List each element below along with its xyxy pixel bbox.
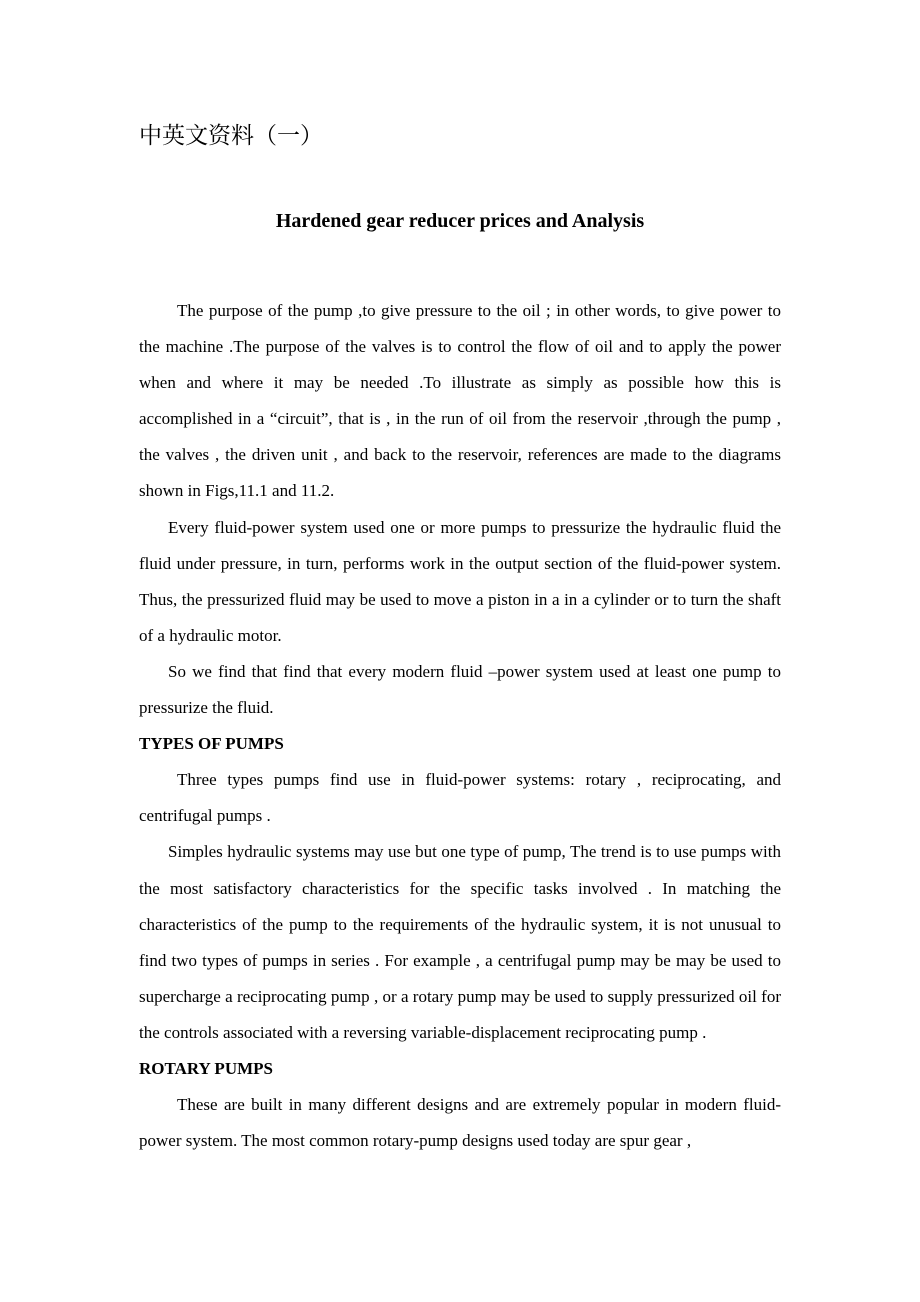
heading-rotary-pumps: ROTARY PUMPS bbox=[139, 1058, 273, 1078]
heading-types-of-pumps: TYPES OF PUMPS bbox=[139, 734, 284, 754]
body-text bbox=[139, 293, 781, 1159]
paragraph-fluid-power-system: Every fluid-power system used one or more pumps to pressurize the hydraulic fluid the fluid under pressure, in turn, performs work in the output section of the fluid-power system. Thus, the pressurized fluid may be used to move a piston in a in a cylinder or to turn the shaft of a hydraulic motor. bbox=[139, 517, 781, 645]
document-label: 中英文资料（一） bbox=[139, 123, 323, 149]
paragraph-pump-purpose: The purpose of the pump ,to give pressure to the oil ; in other words, to give power to the machine .The purpose of the valves is to control the flow of oil and to apply the power when and where it may be needed .To illustrate as simply as possible how this is accomplished in a “circuit”, that is , in the run of oil from the reservoir ,through the pump , the valves , the driven unit , and back to the reservoir, references are made to the diagrams shown in Figs,11.1 and 11.2. bbox=[139, 301, 781, 501]
paragraph-pump-types: Three types pumps find use in fluid-power systems: rotary , reciprocating, and centrifugal pumps . bbox=[139, 770, 781, 826]
document-title: Hardened gear reducer prices and Analysis bbox=[275, 210, 645, 232]
paragraph-modern-system: So we find that find that every modern fluid –power system used at least one pump to pressurize the fluid. bbox=[139, 661, 781, 718]
paragraph-simple-systems: Simples hydraulic systems may use but one type of pump, The trend is to use pumps with the most satisfactory characteristics for the specific tasks involved . In matching the characteristics of the pump to the requirements of the hydraulic system, it is not unusual to find two types of pumps in series . For example , a centrifugal pump may be may be used to supercharge a reciprocating pump , or a rotary pump may be used to supply pressurized oil for the controls associated with a reversing variable-displacement reciprocating pump . bbox=[139, 842, 781, 1042]
paragraph-rotary-designs: These are built in many different designs and are extremely popular in modern fluid-power system. The most common rotary-pump designs used today are spur gear , bbox=[139, 1095, 781, 1151]
